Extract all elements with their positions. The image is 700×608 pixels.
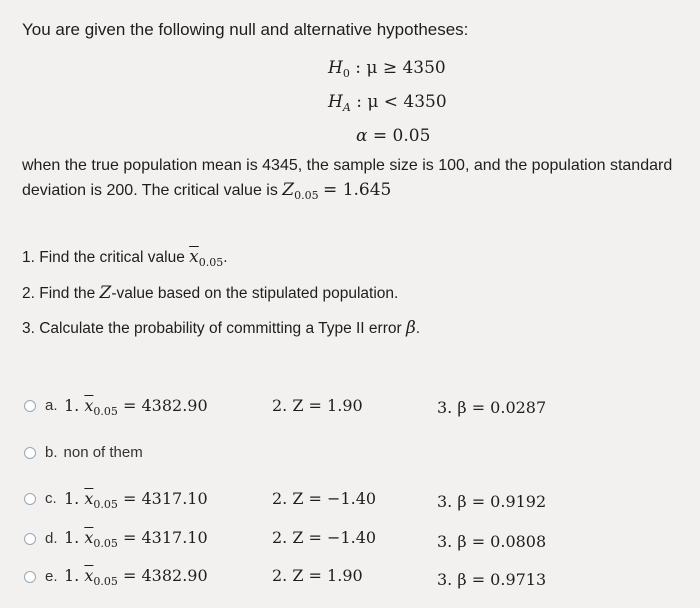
option-d[interactable]	[24, 530, 64, 547]
question-2-suffix: -value based on the stipulated population.	[111, 285, 399, 302]
h0-symbol: H	[328, 58, 343, 78]
question-1-suffix: .	[223, 249, 228, 266]
option-e-critical-value	[64, 566, 208, 588]
option-d-xbar: $\overline{x}$	[84, 528, 94, 547]
question-2	[22, 283, 398, 303]
h0-subscript: 0	[342, 67, 350, 80]
ha-symbol: H	[328, 92, 343, 112]
option-c-xbar: $\overline{x}$	[84, 489, 94, 508]
option-e[interactable]	[24, 568, 64, 585]
question-3	[22, 318, 420, 338]
radio-d[interactable]	[24, 533, 36, 545]
option-e-beta: 3. β = 0.9713	[437, 570, 547, 589]
option-e-num: 1.	[64, 566, 80, 585]
option-d-num: 1.	[64, 528, 80, 547]
option-c-letter: c.	[45, 490, 57, 507]
ha-subscript: A	[342, 101, 351, 114]
option-d-sub: 0.05	[93, 537, 118, 550]
context-line-2	[22, 180, 391, 200]
question-1	[22, 247, 228, 267]
question-3-text: 3. Calculate the probability of committing a Type II error	[22, 320, 406, 337]
option-d-val: = 4317.10	[122, 528, 208, 547]
option-a-critical-value	[64, 396, 208, 418]
critical-z-subscript: 0.05	[294, 189, 319, 202]
question-3-suffix: .	[415, 320, 421, 337]
question-intro: You are given the following null and alternative hypotheses:	[22, 20, 469, 39]
question-2-text: 2. Find the	[22, 285, 100, 302]
option-e-xbar: $\overline{x}$	[84, 566, 94, 585]
radio-b[interactable]	[24, 447, 36, 459]
radio-e[interactable]	[24, 571, 36, 583]
option-b[interactable]	[24, 444, 143, 461]
context-prefix: deviation is 200. The critical value is	[22, 182, 283, 199]
option-c[interactable]	[24, 490, 63, 507]
significance-level	[356, 126, 430, 146]
alternative-hypothesis	[328, 92, 447, 112]
option-a-letter: a.	[45, 397, 58, 414]
alpha-symbol: α	[356, 126, 368, 146]
option-c-sub: 0.05	[93, 498, 118, 511]
option-c-critical-value	[64, 489, 208, 511]
ha-relation: : μ < 4350	[356, 92, 447, 112]
z-symbol: Z	[99, 283, 112, 303]
option-e-letter: e.	[45, 568, 58, 585]
option-c-num: 1.	[64, 489, 80, 508]
xbar-symbol: $\overline{x}$	[189, 247, 199, 267]
option-e-sub: 0.05	[93, 575, 118, 588]
option-a-xbar: $\overline{x}$	[84, 396, 94, 415]
option-c-val: = 4317.10	[122, 489, 208, 508]
xbar-subscript: 0.05	[198, 256, 224, 269]
h0-relation: : μ ≥ 4350	[355, 58, 446, 78]
alpha-value: = 0.05	[372, 126, 431, 146]
option-a-sub: 0.05	[93, 405, 118, 418]
option-d-critical-value	[64, 528, 208, 550]
option-b-letter: b.	[45, 444, 58, 461]
beta-symbol: β	[405, 318, 416, 338]
option-d-z: 2. Z = −1.40	[272, 528, 377, 547]
question-1-text: 1. Find the critical value	[22, 249, 190, 266]
option-d-beta: 3. β = 0.0808	[437, 532, 547, 551]
critical-z-symbol: Z	[282, 180, 295, 200]
option-e-val: = 4382.90	[122, 566, 208, 585]
option-a-beta: 3. β = 0.0287	[437, 398, 547, 417]
option-b-text: non of them	[63, 444, 143, 461]
option-e-z: 2. Z = 1.90	[272, 566, 363, 585]
option-c-z: 2. Z = −1.40	[272, 489, 377, 508]
option-a-z: 2. Z = 1.90	[272, 396, 363, 415]
context-line-1: when the true population mean is 4345, the sample size is 100, and the population standard	[22, 157, 673, 174]
option-a[interactable]	[24, 397, 64, 414]
radio-c[interactable]	[24, 493, 36, 505]
option-d-letter: d.	[45, 530, 58, 547]
null-hypothesis	[328, 58, 446, 78]
option-a-val: = 4382.90	[122, 396, 208, 415]
radio-a[interactable]	[24, 400, 36, 412]
option-c-beta: 3. β = 0.9192	[437, 492, 547, 511]
option-a-num: 1.	[64, 396, 80, 415]
critical-z-value: = 1.645	[323, 180, 392, 200]
